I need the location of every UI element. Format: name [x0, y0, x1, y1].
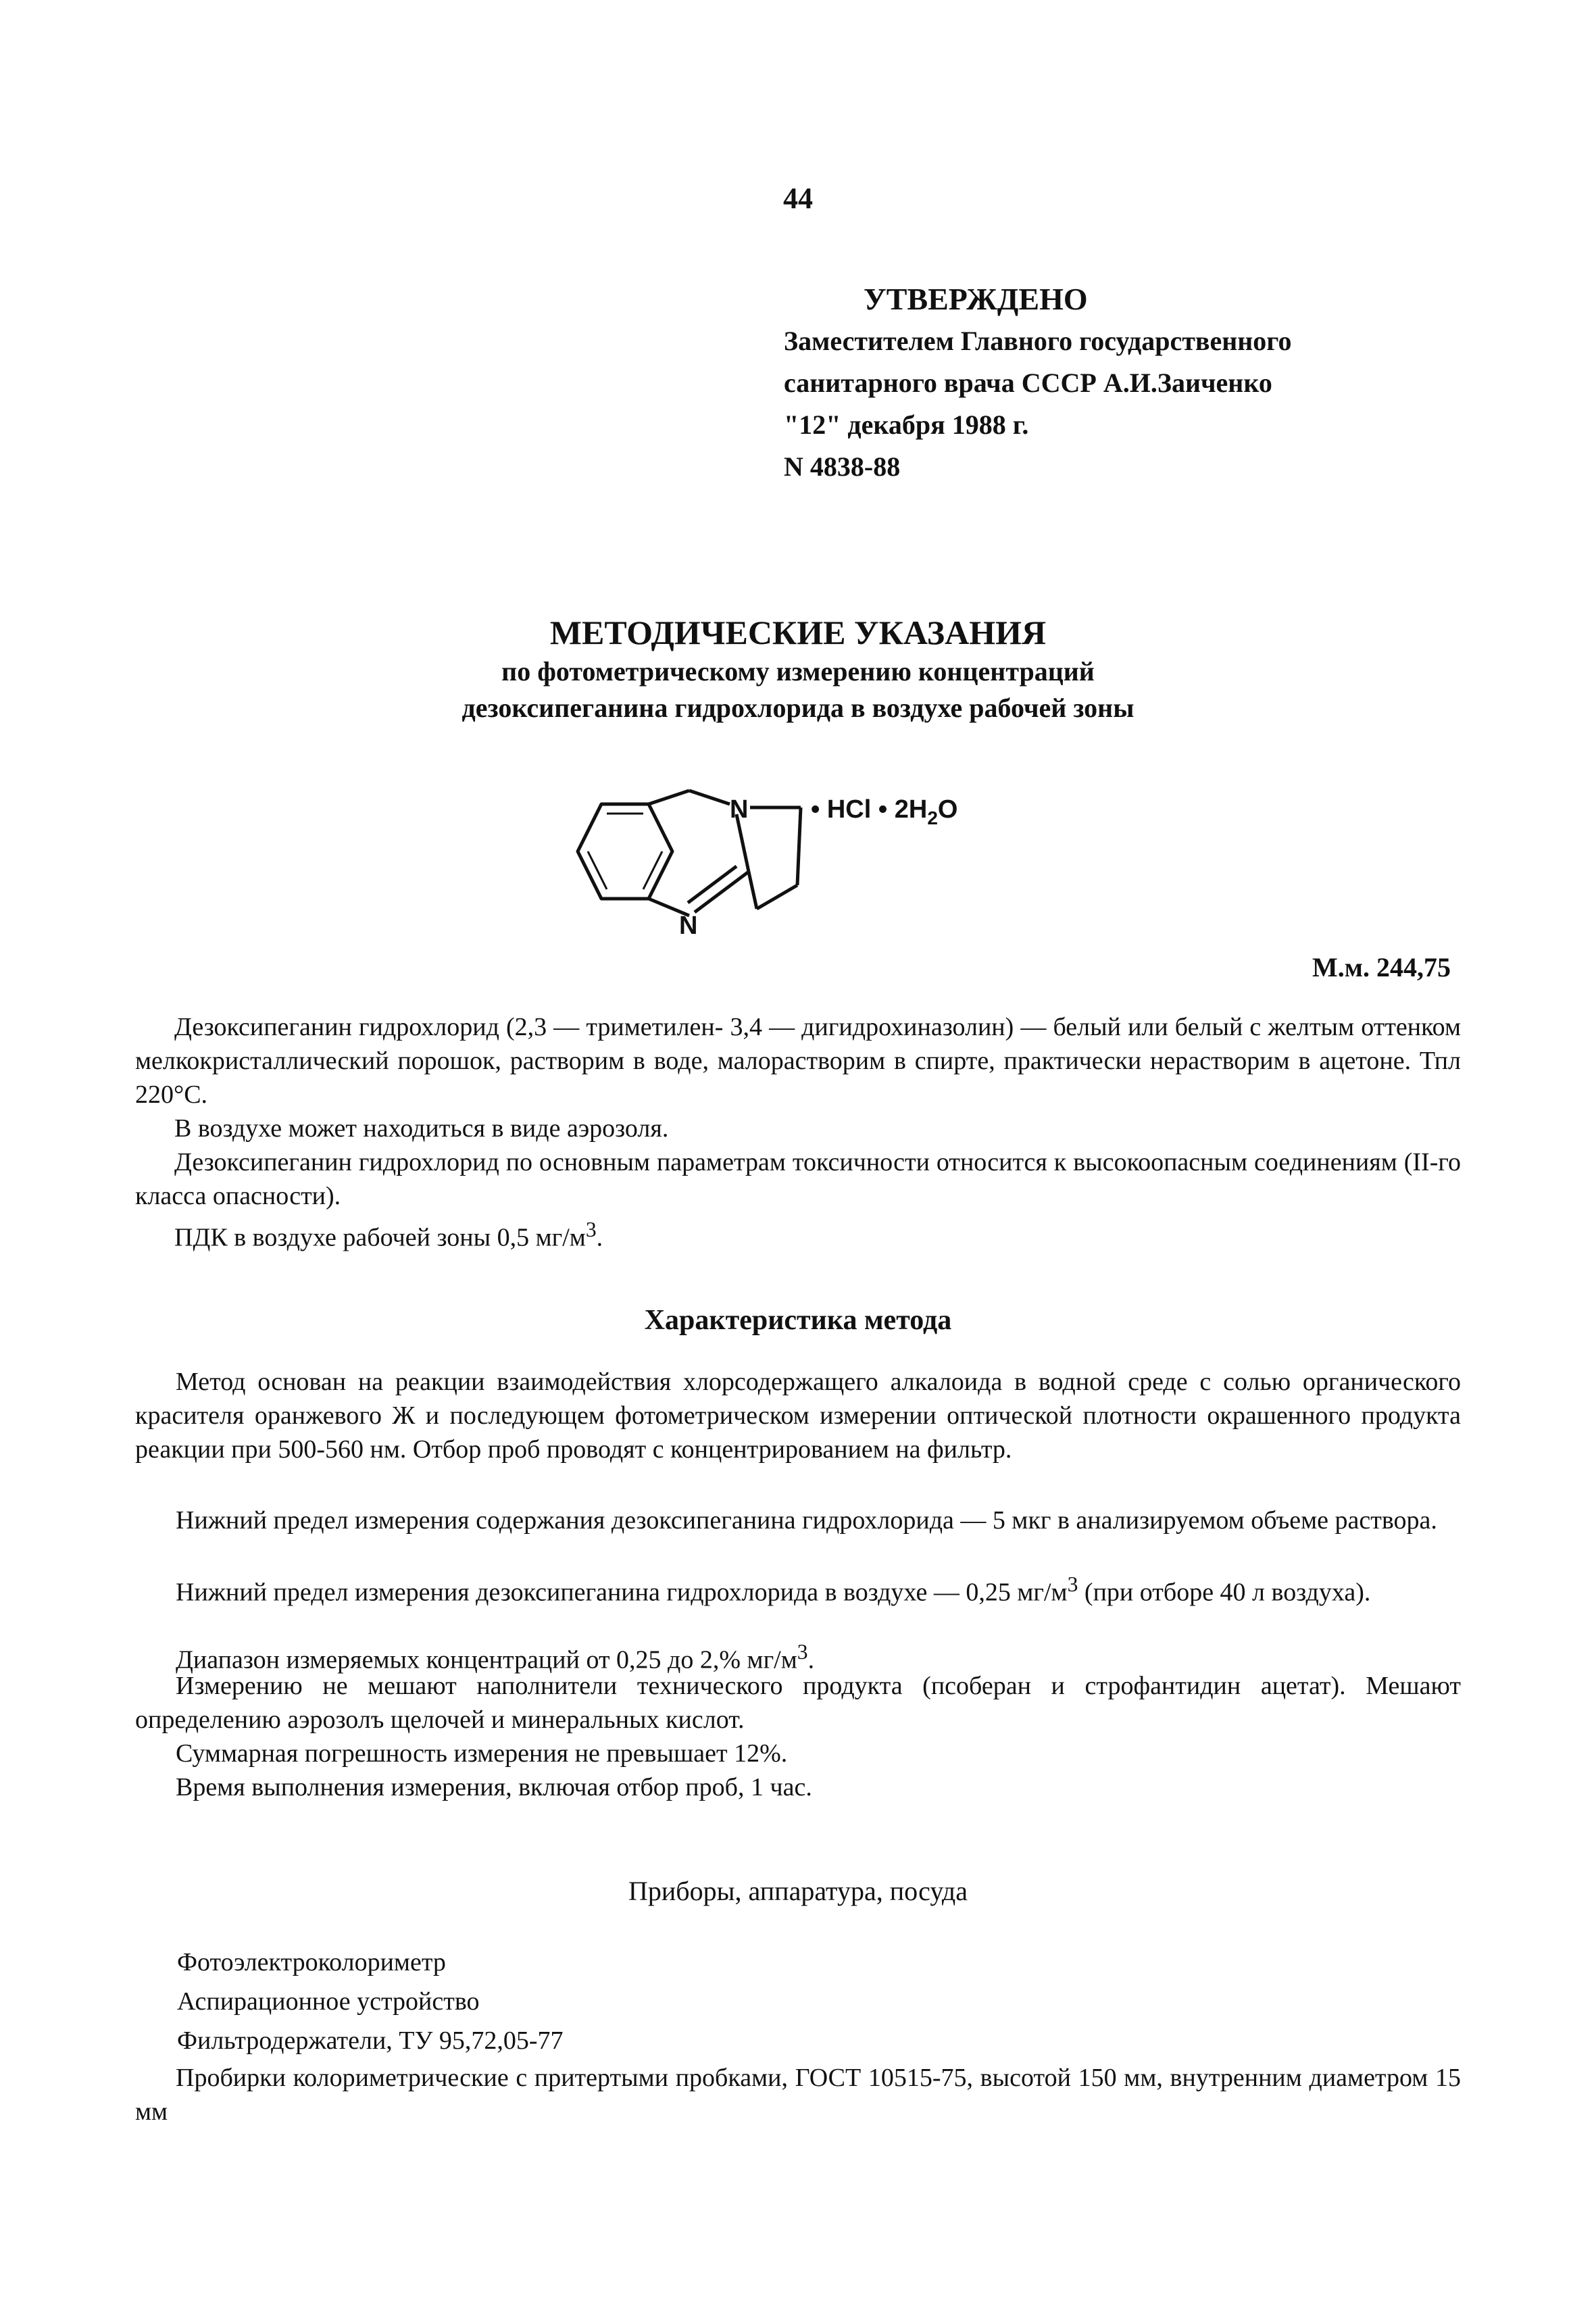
- method-paragraph: Метод основан на реакции взаимодействия хлорсодержащего алкалоида в водной среде с солью органического красителя оранжевого Ж и последующем фотометрическом измерении оптической плотности окрашенного продукта реакции при 500-560 нм. Отбор проб проводят с концентрированием на фильтр.: [135, 1368, 1461, 1464]
- salt-label: • HCl • $2H_2O$: [811, 795, 958, 828]
- document-title: МЕТОДИЧЕСКИЕ УКАЗАНИЯ: [549, 614, 1047, 651]
- section-heading-method: Характеристика метода: [644, 1305, 952, 1336]
- document-title-block: [203, 612, 1393, 726]
- list-item: Фотоэлектроколориметр: [177, 1948, 446, 1976]
- method-paragraph: Время выполнения измерения, включая отбор проб, 1 час.: [176, 1773, 812, 1801]
- molecular-mass: М.м. 244,75: [1312, 952, 1451, 982]
- equipment-item-tubes: Пробирки колориметрические с притертыми пробками, ГОСТ 10515-75, высотой 150 мм, внутренним диаметром 15 мм: [135, 2064, 1461, 2126]
- document-subtitle: дезоксипеганина гидрохлорида в воздухе рабочей зоны: [462, 693, 1134, 723]
- approval-heading: УТВЕРЖДЕНО: [864, 282, 1088, 316]
- intro-paragraph: В воздухе может находиться в виде аэрозоля.: [174, 1114, 669, 1143]
- approval-line: Заместителем Главного государственного: [784, 326, 1292, 356]
- intro-paragraph-pdk: ПДК в воздухе рабочей зоны 0,5 $мг/м^3$.: [174, 1218, 603, 1252]
- atom-n-top: N: [730, 795, 749, 824]
- method-paragraph: Суммарная погрешность измерения не превышает 12%.: [176, 1739, 788, 1768]
- approval-number: N 4838-88: [784, 451, 901, 482]
- document-subtitle: по фотометрическому измерению концентраций: [501, 656, 1095, 687]
- equipment-list: [177, 1943, 1461, 2060]
- approval-line: санитарного врача СССР А.И.Заиченко: [784, 368, 1272, 398]
- page-number: 44: [783, 182, 813, 215]
- atom-n-bottom: N: [679, 912, 698, 940]
- method-paragraph: Диапазон измеряемых концентраций от 0,25 до 2,% $мг/м^3$.: [176, 1640, 815, 1674]
- intro-paragraph: Дезоксипеганин гидрохлорид по основным параметрам токсичности относится к высокоопасным соединениям (II-го класса опасности).: [135, 1148, 1461, 1210]
- intro-paragraph: Дезоксипеганин гидрохлорид (2,3 — триметилен- 3,4 — дигидрохиназолин) — белый или белый с желтым оттенком мелкокристаллический порошок, растворим в воде, малорастворим в спирте, практически нерастворим в ацетоне. Тпл 220°С.: [135, 1013, 1461, 1109]
- approval-block: [784, 278, 1500, 488]
- list-item: Фильтродержатели, ТУ 95,72,05-77: [177, 2026, 564, 2055]
- method-paragraph: Нижний предел измерения дезоксипеганина гидрохлорида в воздухе — 0,25 $мг/м^3$ (при отборе 40 л воздуха).: [176, 1572, 1371, 1607]
- method-paragraph: Нижний предел измерения содержания дезоксипеганина гидрохлорида — 5 мкг в анализируемом объеме раствора.: [176, 1506, 1437, 1535]
- method-paragraph: Измерению не мешают наполнители технического продукта (псоберан и строфантидин ацетат). Мешают определению аэрозолъ щелочей и минеральных кислот.: [135, 1672, 1461, 1734]
- structural-formula: [534, 784, 1101, 946]
- list-item: Аспирационное устройство: [177, 1987, 480, 2016]
- section-heading-equipment: Приборы, аппаратура, посуда: [628, 1876, 968, 1906]
- approval-date: "12" декабря 1988 г.: [784, 409, 1029, 440]
